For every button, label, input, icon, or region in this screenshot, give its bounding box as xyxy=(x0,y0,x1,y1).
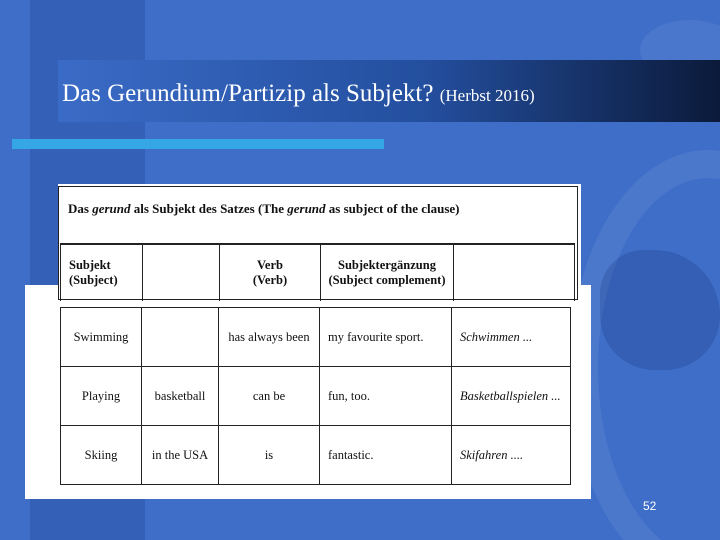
caption-term: gerund xyxy=(287,201,326,216)
grammar-table-body xyxy=(60,307,571,485)
caption-text: als Subjekt des Satzes (The xyxy=(130,201,288,216)
cell-german: Basketballspielen ... xyxy=(452,367,571,426)
header-complement-de: Subjektergänzung xyxy=(338,258,436,272)
caption-text: as subject of the clause) xyxy=(325,201,460,216)
header-verb-en: (Verb) xyxy=(252,273,288,287)
header-empty xyxy=(454,244,575,301)
slide-title-main: Das Gerundium/Partizip als Subjekt? xyxy=(62,80,434,107)
header-subject-en: (Subject) xyxy=(69,273,118,287)
cell-object: in the USA xyxy=(142,426,219,485)
slide-number: 52 xyxy=(643,499,657,513)
cell-verb: has always been xyxy=(219,308,320,367)
header-verb-de: Verb xyxy=(257,258,283,272)
header-subject-de: Subjekt xyxy=(69,258,111,272)
header-subject xyxy=(61,244,143,301)
header-complement-en: (Subject complement) xyxy=(328,273,446,287)
cell-complement: fun, too. xyxy=(320,367,452,426)
cell-subject: Skiing xyxy=(61,426,142,485)
caption-term: gerund xyxy=(92,201,131,216)
cell-subject: Swimming xyxy=(61,308,142,367)
cell-german: Skifahren .... xyxy=(452,426,571,485)
header-verb xyxy=(220,244,321,301)
header-empty xyxy=(143,244,220,301)
grammar-table-header xyxy=(60,243,575,301)
cell-complement: fantastic. xyxy=(320,426,452,485)
cell-object xyxy=(142,308,219,367)
accent-bar xyxy=(12,139,384,149)
header-complement xyxy=(321,244,454,301)
cell-subject: Playing xyxy=(61,367,142,426)
cell-german: Schwimmen ... xyxy=(452,308,571,367)
table-caption xyxy=(68,201,460,217)
caption-text: Das xyxy=(68,201,93,216)
table-row xyxy=(61,367,571,426)
cell-verb: is xyxy=(219,426,320,485)
cell-complement: my favourite sport. xyxy=(320,308,452,367)
table-row xyxy=(61,426,571,485)
slide-title xyxy=(62,80,535,108)
table-row xyxy=(61,308,571,367)
cell-object: basketball xyxy=(142,367,219,426)
cell-verb: can be xyxy=(219,367,320,426)
slide-title-sub: (Herbst 2016) xyxy=(439,86,535,105)
